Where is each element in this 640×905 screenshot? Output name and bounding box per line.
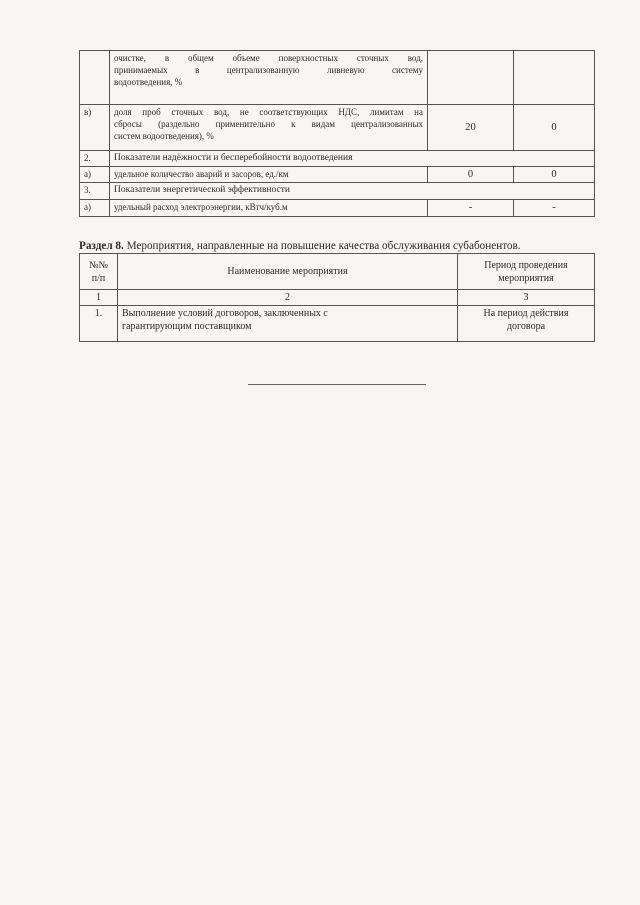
value-cell: 20	[428, 105, 514, 151]
measure-name: Выполнение условий договоров, заключенных с гарантирующим поставщиком	[118, 306, 458, 342]
section-label: Показатели энергетической эффективности	[110, 183, 595, 200]
table-row	[80, 105, 595, 151]
value-cell: -	[428, 200, 514, 217]
header-name: Наименование мероприятия	[118, 254, 458, 290]
section-row	[80, 151, 595, 167]
measure-period: На период действия договора	[458, 306, 595, 342]
value-cell: -	[514, 200, 595, 217]
value-cell: 0	[514, 167, 595, 183]
header-period: Период проведения мероприятия	[458, 254, 595, 290]
closing-rule	[248, 384, 426, 385]
column-number: 1	[80, 290, 118, 306]
table-row	[80, 167, 595, 183]
section-8-heading	[79, 239, 599, 253]
value-cell: 0	[428, 167, 514, 183]
indicator-text: удельный расход электроэнергии, кВтч/куб.м	[110, 200, 428, 217]
row-number: 2.	[80, 151, 110, 167]
row-number: а)	[80, 200, 110, 217]
header-num: №№ п/п	[80, 254, 118, 290]
column-numbers-row	[80, 290, 595, 306]
measures-table	[79, 253, 595, 342]
indicator-text: доля проб сточных вод, не соответствующих НДС, лимитам на сбросы (раздельно применительно к видам централизованных систем водоотведения), %	[110, 105, 428, 151]
table-row	[80, 51, 595, 105]
indicators-table	[79, 50, 595, 217]
value-cell	[514, 51, 595, 105]
table-row	[80, 306, 595, 342]
row-number: 3.	[80, 183, 110, 200]
section-label: Показатели надёжности и бесперебойности водоотведения	[110, 151, 595, 167]
value-cell	[428, 51, 514, 105]
column-number: 3	[458, 290, 595, 306]
row-number: в)	[80, 105, 110, 151]
indicator-text: очистке, в общем объеме поверхностных сточных вод, принимаемых в централизованную ливневую систему водоотведения, %	[110, 51, 428, 105]
row-number: а)	[80, 167, 110, 183]
row-number: 1.	[80, 306, 118, 342]
row-number	[80, 51, 110, 105]
section-8-title: Мероприятия, направленные на повышение качества обслуживания субабонентов.	[126, 240, 521, 252]
column-number: 2	[118, 290, 458, 306]
value-cell: 0	[514, 105, 595, 151]
section-8-number: Раздел 8.	[79, 240, 124, 252]
table-row	[80, 200, 595, 217]
section-row	[80, 183, 595, 200]
header-row	[80, 254, 595, 290]
indicator-text: удельное количество аварий и засоров, ед./км	[110, 167, 428, 183]
